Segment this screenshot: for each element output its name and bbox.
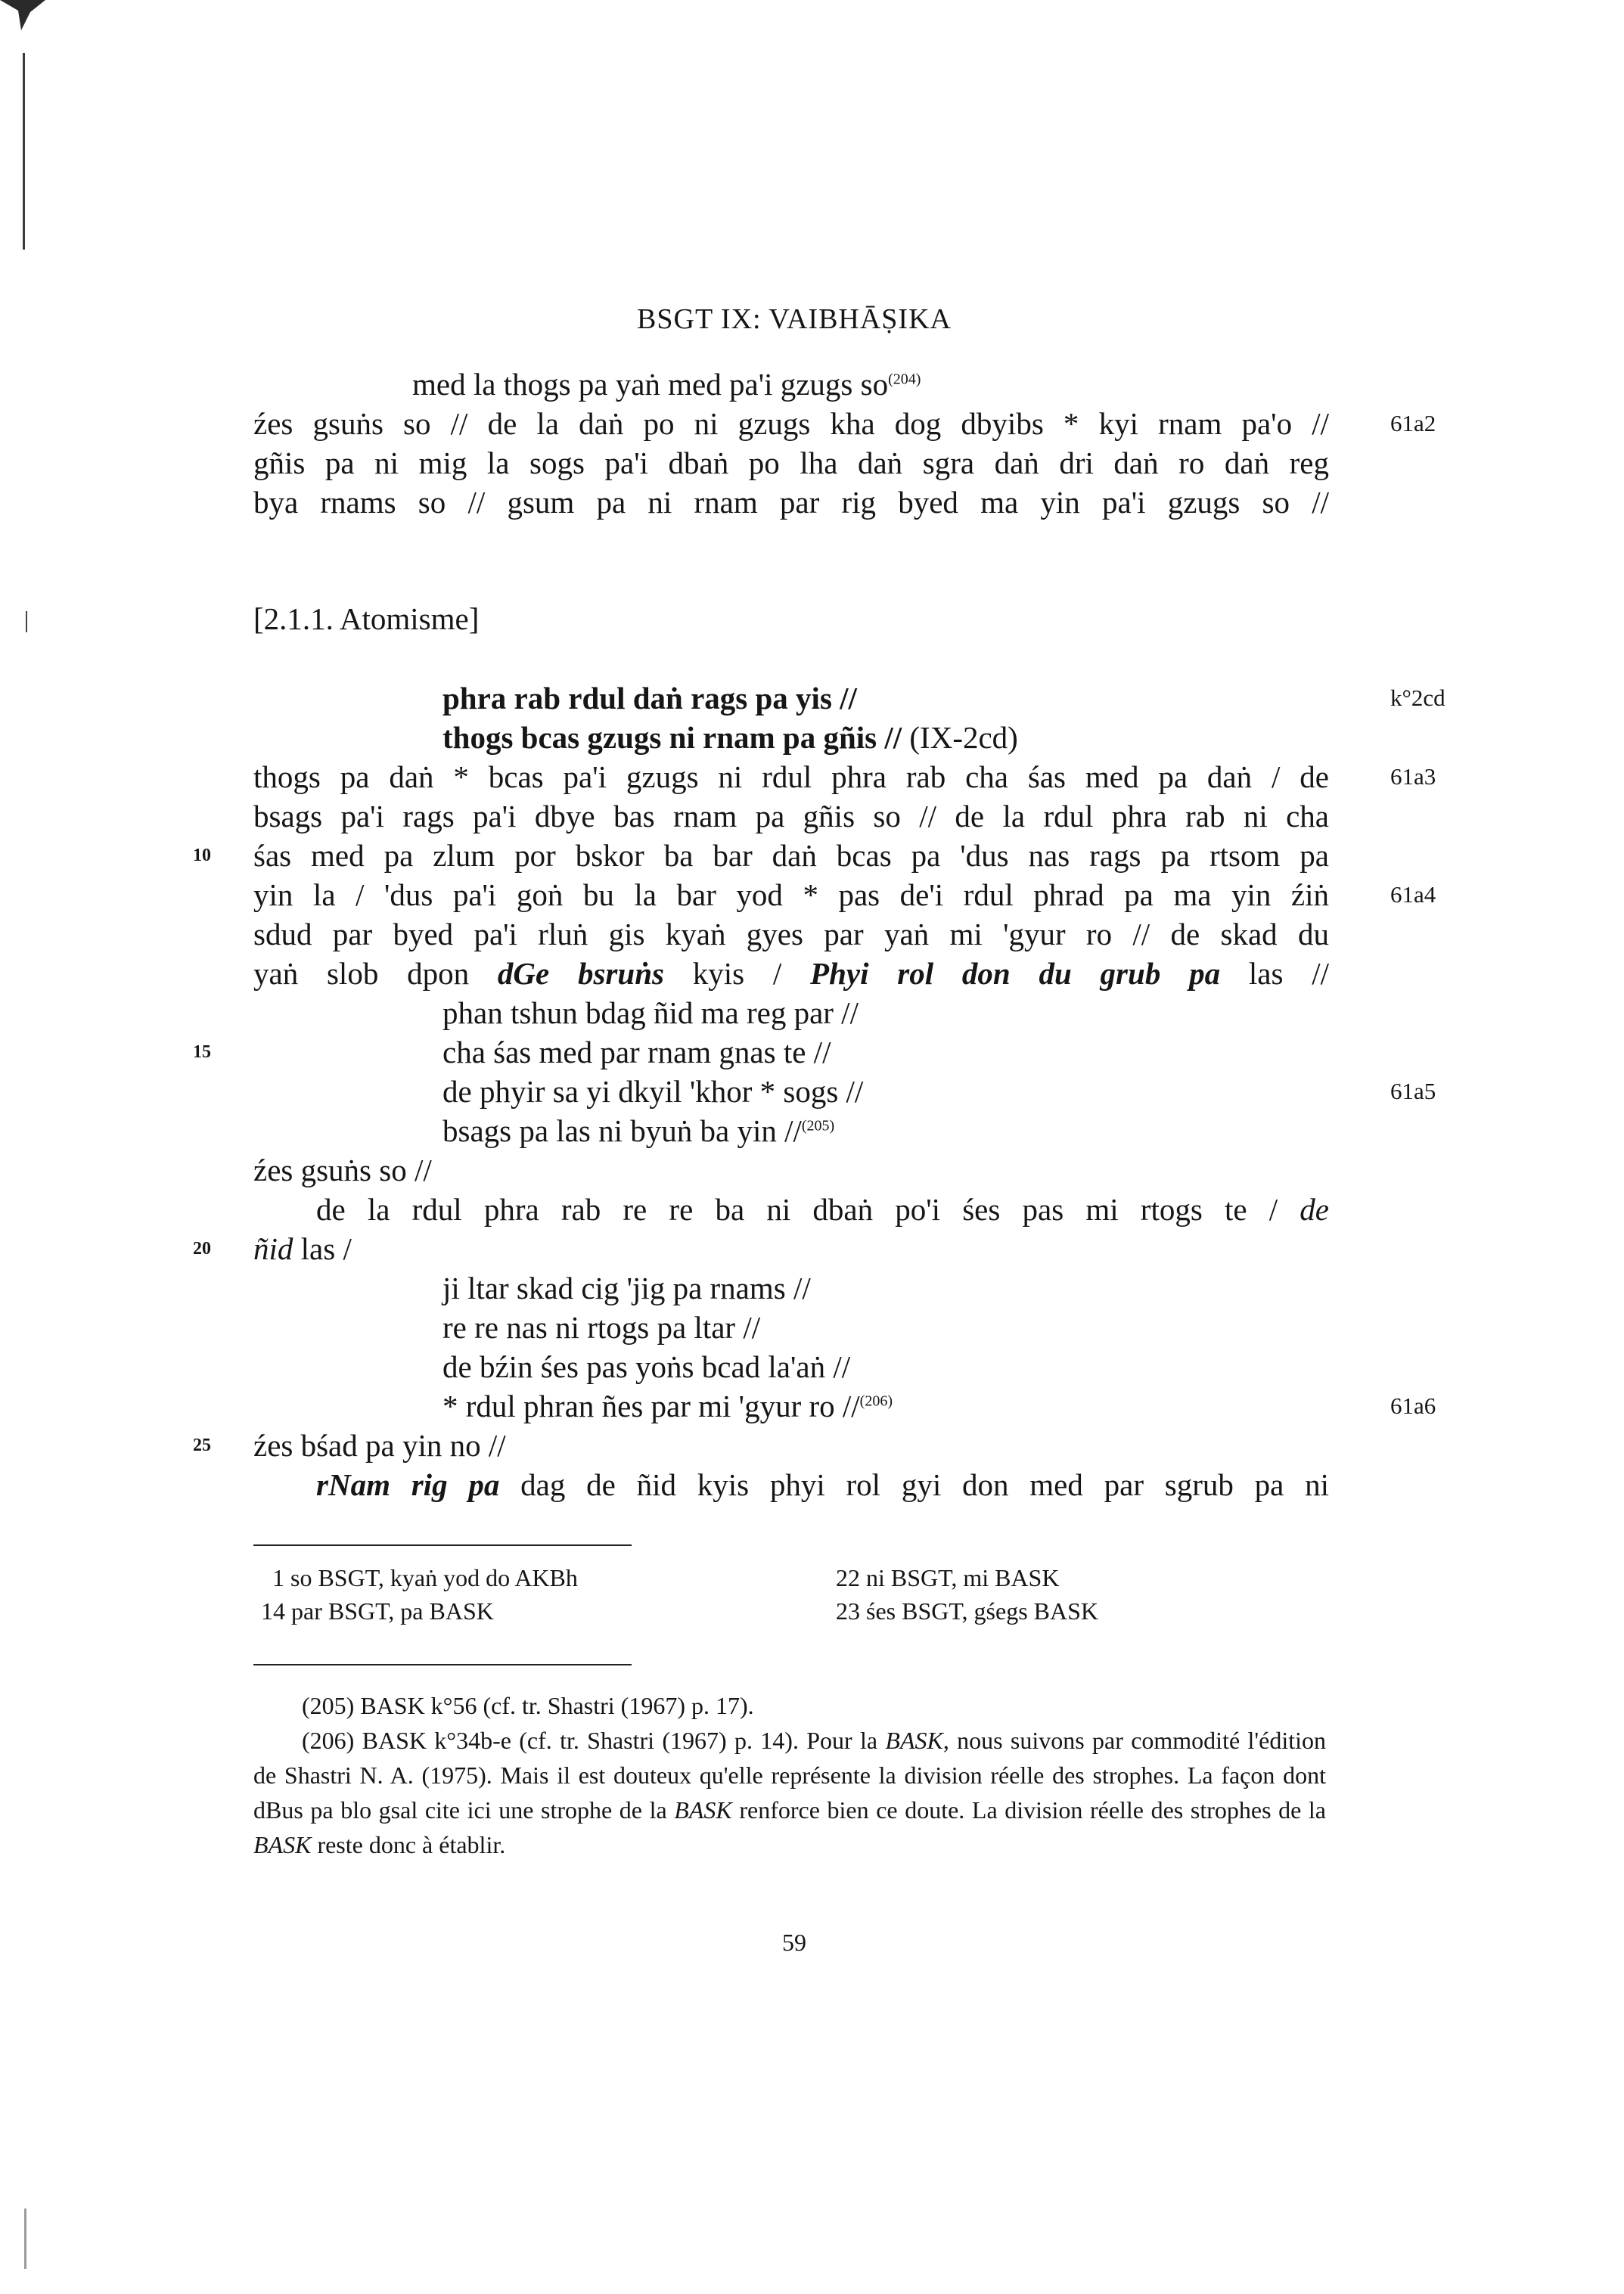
text-segment: * rdul phran ñes par mi 'gyur ro // [442, 1389, 860, 1423]
verse-line [442, 1268, 811, 1308]
verse-line [442, 1032, 831, 1072]
note-reference: (205) [801, 1117, 835, 1135]
text-segment: med la thogs pa yaṅ med pa'i gzugs so [412, 367, 889, 402]
folio-ref: 61a6 [1390, 1392, 1436, 1419]
note-reference: (204) [888, 371, 921, 388]
footnote-text [253, 1723, 1326, 1862]
text-segment: renforce bien ce doute. La division réelle des strophes de la [731, 1796, 1327, 1824]
text-segment: BASK [253, 1831, 312, 1858]
apparatus-rule [253, 1544, 632, 1546]
text-segment: BASK [674, 1796, 732, 1824]
verse-line [442, 1111, 834, 1150]
folio-ref: 61a2 [1390, 410, 1436, 436]
line-number: 10 [193, 846, 211, 865]
text-segment: gñis pa ni mig la sogs pa'i dbaṅ po lha daṅ sgra daṅ dri daṅ ro daṅ reg [253, 445, 1329, 480]
verse-line [442, 993, 859, 1032]
text-segment: yaṅ slob dpon [253, 956, 498, 991]
text-line [253, 914, 1329, 954]
text-segment: bsags pa'i rags pa'i dbye bas rnam pa gñis so // de la rdul phra rab ni cha [253, 799, 1329, 833]
root-verse-line [442, 678, 857, 718]
folio-ref: 61a3 [1390, 763, 1436, 790]
apparatus-entry: 23 śes BSGT, gśegs BASK [836, 1597, 1098, 1625]
page-number: 59 [782, 1929, 806, 1956]
text-segment: Phyi rol don du grub pa [810, 956, 1221, 991]
text-line [253, 1229, 352, 1268]
text-segment: śas med pa zlum por bskor ba bar daṅ bcas pa 'dus nas rags pa rtsom pa [253, 838, 1329, 873]
karika-ref: k°2cd [1390, 684, 1445, 711]
text-line [253, 483, 1329, 522]
text-segment: dag de ñid kyis phyi rol gyi don med par sgrub pa ni [499, 1467, 1329, 1502]
line-number: 20 [193, 1239, 211, 1259]
text-line [253, 443, 1329, 483]
text-line [253, 836, 1329, 875]
line-number: 15 [193, 1042, 211, 1062]
text-segment: [2.1.1. Atomisme] [253, 601, 480, 636]
apparatus-entry: 22 ni BSGT, mi BASK [836, 1564, 1060, 1591]
text-segment: de la rdul phra rab re re ba ni dbaṅ po'i śes pas mi rtogs te / [316, 1192, 1300, 1227]
text-segment: (205) BASK k°56 (cf. tr. Shastri (1967) p. 17). [302, 1692, 754, 1719]
text-segment: źes gsuṅs so // [253, 1153, 432, 1187]
text-segment: dGe bsruṅs [497, 956, 664, 991]
text-segment: (206) BASK k°34b-e (cf. tr. Shastri (1967) p. 14). Pour la [302, 1727, 886, 1754]
footnote-text [253, 1688, 1326, 1723]
root-verse-line [442, 718, 1018, 757]
text-segment: phra rab rdul daṅ rags pa yis // [442, 681, 857, 716]
footnote-rule [253, 1664, 632, 1665]
text-segment: phan tshun bdag ñid ma reg par // [442, 995, 859, 1030]
verse-line [442, 1072, 863, 1111]
text-segment: źes gsuṅs so // de la daṅ po ni gzugs kha dog dbyibs * kyi rnam pa'o // [253, 406, 1329, 441]
text-segment: de bźin śes pas yoṅs bcad la'aṅ // [442, 1349, 851, 1384]
verse-line [442, 1347, 850, 1386]
text-segment: yin la / 'dus pa'i goṅ bu la bar yod * pas de'i rdul phrad pa ma yin źiṅ [253, 877, 1329, 912]
text-segment: las // [1220, 956, 1329, 991]
folio-ref: 61a5 [1390, 1078, 1436, 1104]
text-segment: ji ltar skad cig 'jig pa rnams // [442, 1271, 811, 1305]
text-line [412, 365, 921, 404]
verse-line [442, 1308, 760, 1347]
apparatus-entry: 14 par BSGT, pa BASK [261, 1597, 494, 1625]
text-line [253, 404, 1329, 443]
text-line [253, 875, 1329, 914]
text-segment: de phyir sa yi dkyil 'khor * sogs // [442, 1074, 864, 1109]
text-segment: kyis / [663, 956, 811, 991]
footnote [253, 1723, 1326, 1862]
text-segment: ñid [253, 1231, 293, 1266]
section-heading [253, 599, 479, 638]
text-line [253, 954, 1329, 993]
verse-line [442, 1386, 893, 1426]
note-reference: (206) [859, 1392, 893, 1410]
binding-edge [23, 53, 25, 250]
running-head: BSGT IX: VAIBHĀṢIKA [637, 303, 952, 335]
footnote [253, 1688, 1326, 1723]
edge-tick [26, 611, 27, 632]
text-line [253, 1150, 432, 1190]
text-segment: sdud par byed pa'i rluṅ gis kyaṅ gyes par yaṅ mi 'gyur ro // de skad du [253, 917, 1329, 951]
text-line [316, 1465, 1329, 1504]
text-segment: thogs bcas gzugs ni rnam pa gñis // [442, 720, 902, 755]
text-segment: re re nas ni rtogs pa ltar // [442, 1310, 761, 1345]
text-segment: thogs pa daṅ * bcas pa'i gzugs ni rdul phra rab cha śas med pa daṅ / de [253, 759, 1329, 794]
text-segment: rNam rig pa [316, 1467, 500, 1502]
text-segment: , nous suivons par commodité l'édition de Shastri N. A. (1975). Mais il est douteux qu'elle représente la division réelle des strophes. La façon dont dBus pa blo gsal cite ici une strophe de la [253, 1727, 1327, 1824]
text-segment: BASK [885, 1727, 943, 1754]
text-segment: bya rnams so // gsum pa ni rnam par rig byed ma yin pa'i gzugs so // [253, 485, 1329, 520]
text-segment: bsags pa las ni byuṅ ba yin // [442, 1113, 802, 1148]
text-segment: reste donc à établir. [311, 1831, 506, 1858]
text-line [253, 796, 1329, 836]
apparatus-entry: 1 so BSGT, kyaṅ yod do AKBh [272, 1564, 578, 1591]
binding-edge-bottom [24, 2209, 26, 2269]
binding-mark [0, 0, 45, 30]
text-line [253, 757, 1329, 796]
text-segment: (IX-2cd) [902, 720, 1018, 755]
text-segment: cha śas med par rnam gnas te // [442, 1035, 831, 1069]
text-segment: źes bśad pa yin no // [253, 1428, 506, 1463]
text-segment: las / [293, 1231, 352, 1266]
line-number: 25 [193, 1436, 211, 1455]
text-line [253, 1426, 506, 1465]
text-line [316, 1190, 1329, 1229]
folio-ref: 61a4 [1390, 881, 1436, 908]
text-segment: de [1300, 1192, 1329, 1227]
